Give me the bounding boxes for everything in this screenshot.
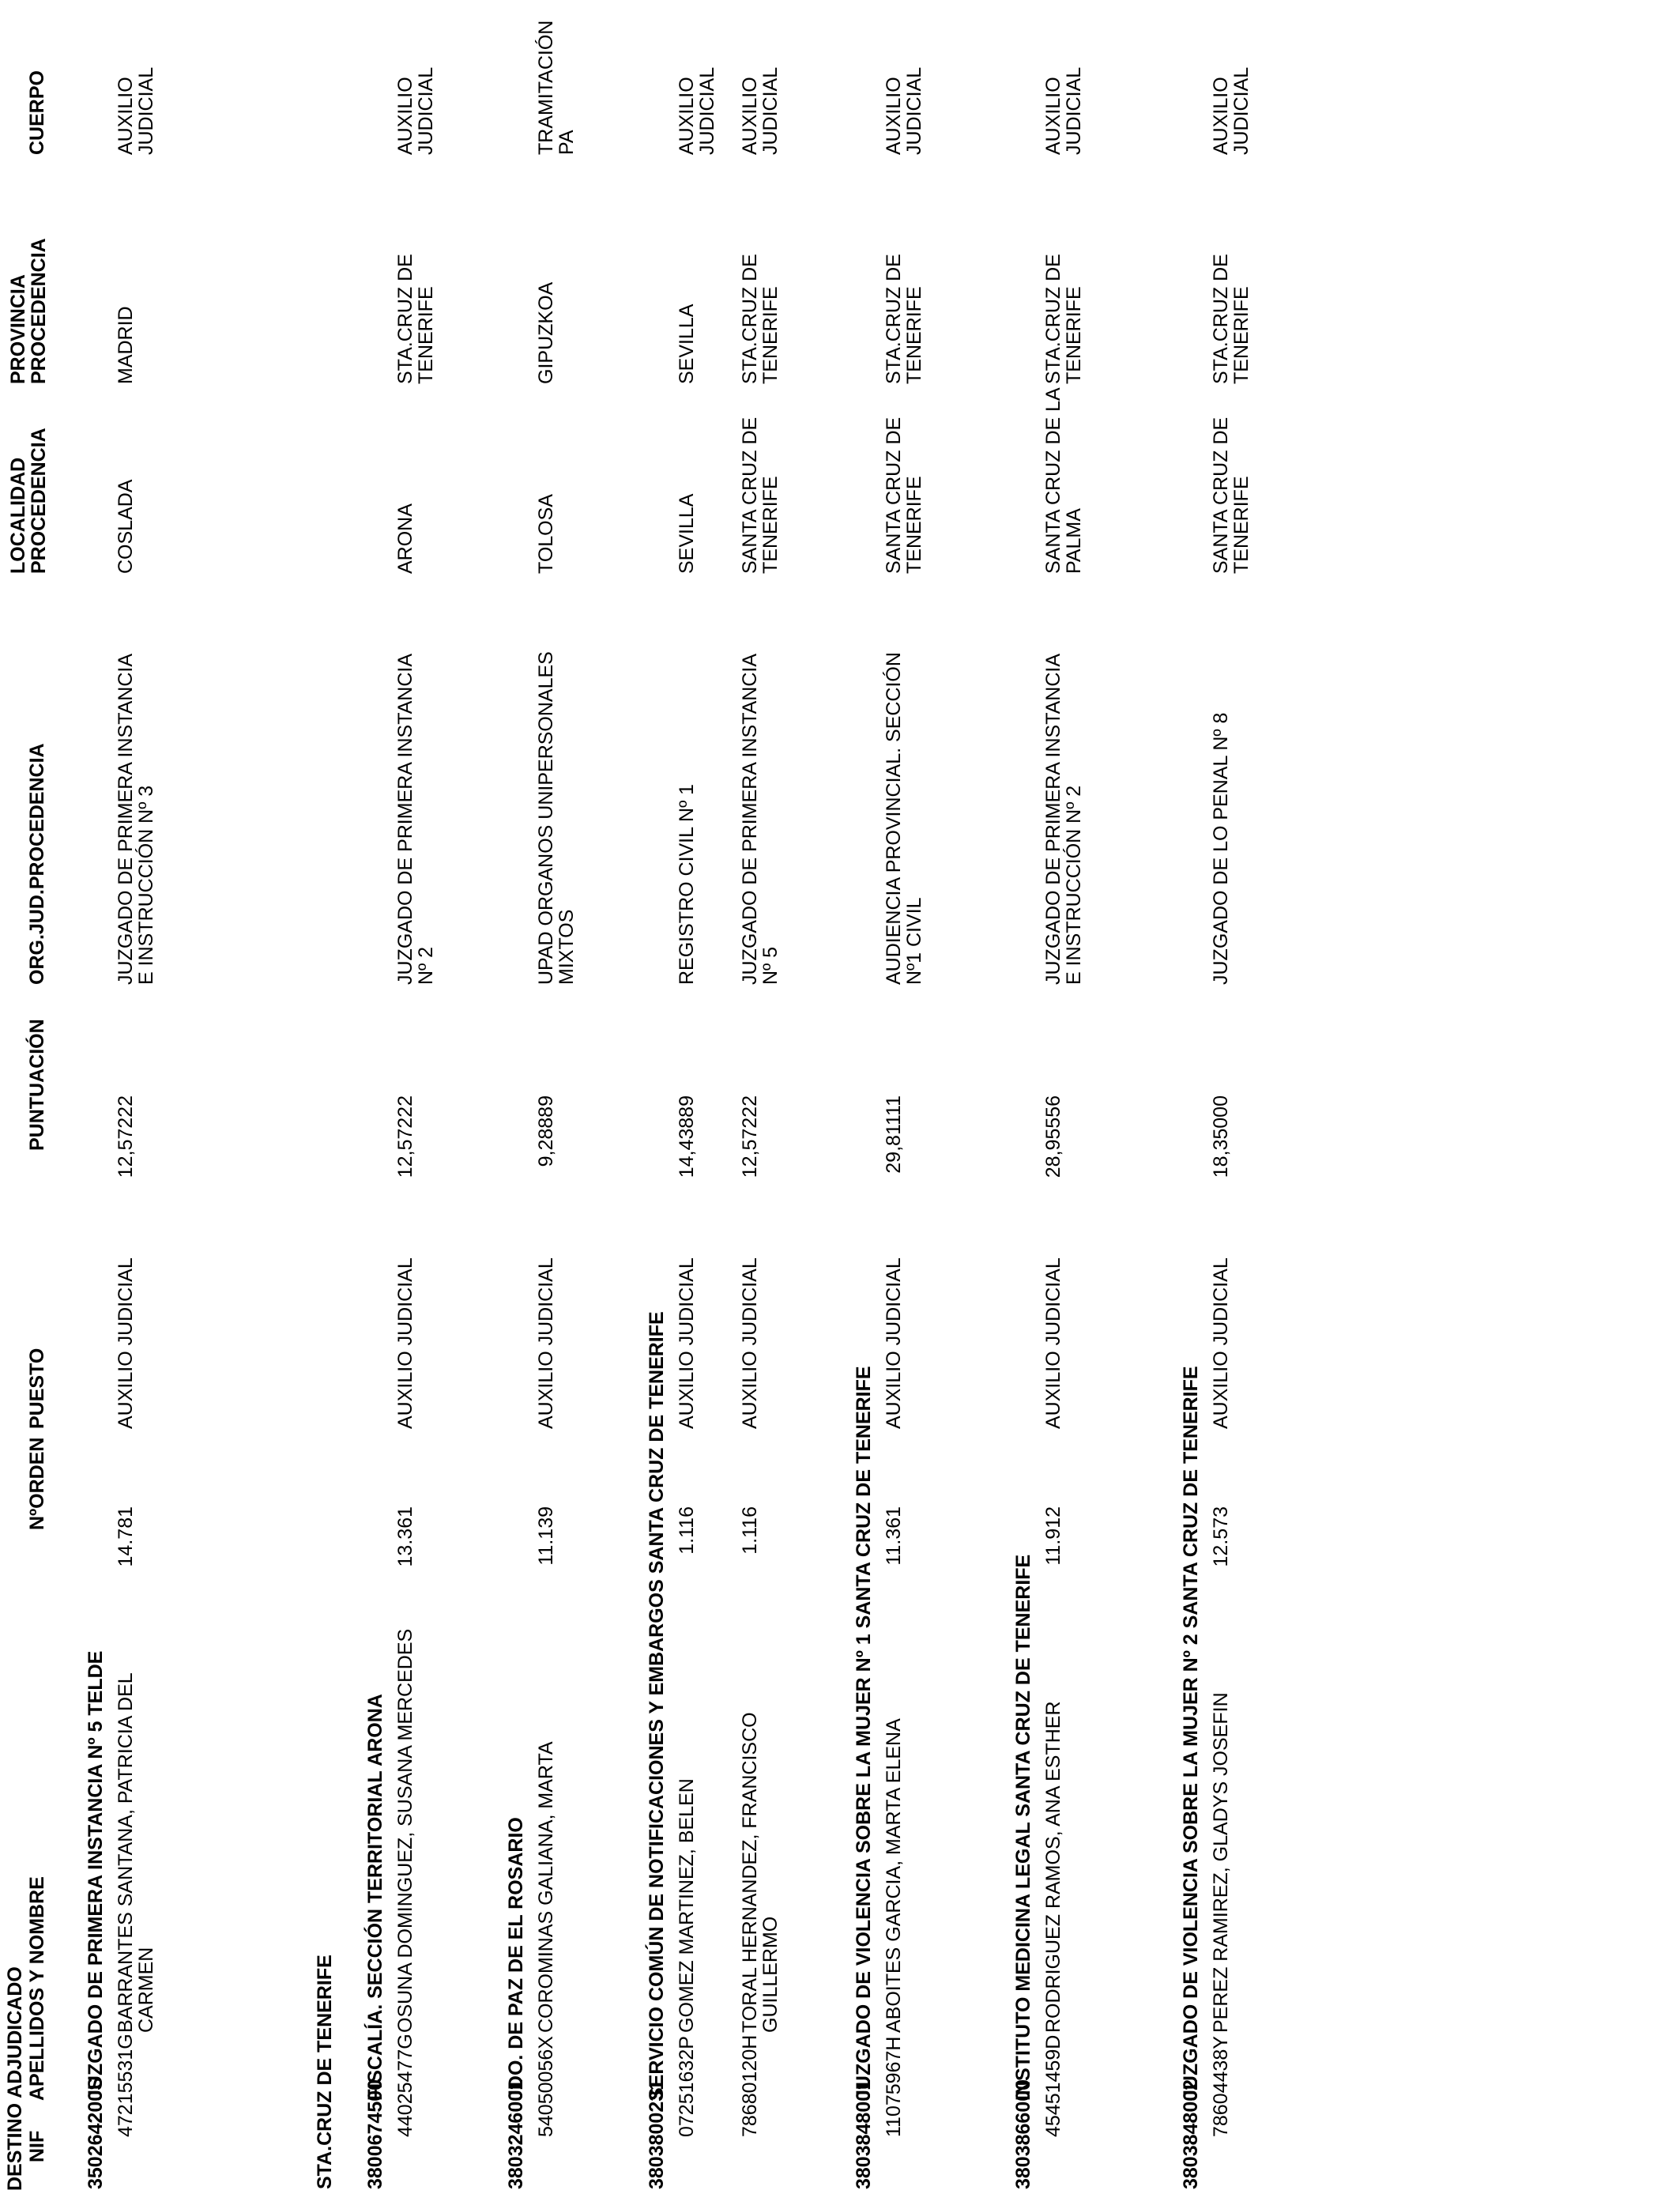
row-nif: 07251632P [676,2036,698,2137]
row-org-procedencia: JUZGADO DE PRIMERA INSTANCIA E INSTRUCCIÓN Nº 2 [1042,654,1085,985]
col-header-org: ORG.JUD.PROCEDENCIA [26,743,48,985]
row-puntuacion: 18,35000 [1210,1095,1232,1178]
row-nombre: ABOITES GARCIA, MARTA ELENA [883,1718,905,2033]
row-puesto: AUXILIO JUDICIAL [115,1257,137,1429]
col-header-provincia: PROVINCIA PROCEDENCIA [7,238,50,384]
destino-organo: JUZGADO DE VIOLENCIA SOBRE LA MUJER Nº 2 SANTA CRUZ DE TENERIFE [1180,1366,1202,2101]
row-orden: 1.116 [739,1506,761,1555]
row-provincia: STA.CRUZ DE TENERIFE [1210,254,1252,384]
row-puntuacion: 28,95556 [1042,1095,1064,1178]
row-cuerpo: TRAMITACIÓN PA [535,20,578,155]
destino-code: 3803848002 [1180,2079,1202,2189]
row-puesto: AUXILIO JUDICIAL [676,1257,698,1429]
row-localidad: COSLADA [115,479,137,574]
row-puesto: AUXILIO JUDICIAL [883,1257,905,1429]
row-puesto: AUXILIO JUDICIAL [394,1257,416,1429]
row-cuerpo: AUXILIO JUDICIAL [394,66,437,155]
row-puesto: AUXILIO JUDICIAL [1042,1257,1064,1429]
row-provincia: STA.CRUZ DE TENERIFE [883,254,925,384]
row-nif: 54050056X [535,2036,557,2137]
row-puesto: AUXILIO JUDICIAL [1210,1257,1232,1429]
row-provincia: STA.CRUZ DE TENERIFE [1042,254,1085,384]
destino-adjudicado-label: DESTINO ADJUDICADO [4,1966,26,2191]
row-puesto: AUXILIO JUDICIAL [739,1257,761,1429]
row-cuerpo: AUXILIO JUDICIAL [739,66,782,155]
row-cuerpo: AUXILIO JUDICIAL [676,66,718,155]
row-nombre: GOMEZ MARTINEZ, BELEN [676,1778,698,2033]
destino-organo: JUZGADO DE PRIMERA INSTANCIA Nº 5 TELDE [85,1650,107,2101]
row-puntuacion: 29,81111 [883,1095,905,1174]
row-localidad: SANTA CRUZ DE TENERIFE [1210,417,1252,574]
row-orden: 14.781 [115,1506,137,1567]
row-cuerpo: AUXILIO JUDICIAL [883,66,925,155]
row-org-procedencia: UPAD ORGANOS UNIPERSONALES MIXTOS [535,651,578,985]
row-nif: 45451459D [1042,2034,1064,2137]
col-header-puesto: PUESTO [26,1348,48,1429]
col-header-nif: NIF [26,2130,48,2162]
row-nif: 78680120H [739,2034,761,2137]
row-orden: 1.116 [676,1506,698,1555]
row-provincia: MADRID [115,306,137,384]
col-header-apellidos: APELLIDOS Y NOMBRE [26,1876,48,2101]
row-provincia: SEVILLA [676,303,698,384]
row-localidad: SANTA CRUZ DE TENERIFE [883,417,925,574]
row-localidad: SEVILLA [676,493,698,574]
section-heading: STA.CRUZ DE TENERIFE [314,1955,336,2189]
destino-organo: INSTITUTO MEDICINA LEGAL SANTA CRUZ DE TENERIFE [1012,1554,1034,2101]
row-puntuacion: 12,57222 [115,1095,137,1178]
row-localidad: TOLOSA [535,494,557,574]
destino-organo: FISCALÍA. SECCIÓN TERRITORIAL ARONA [364,1694,386,2101]
row-cuerpo: AUXILIO JUDICIAL [1210,66,1252,155]
row-cuerpo: AUXILIO JUDICIAL [115,66,157,155]
row-nif: 44025477G [394,2034,416,2137]
row-provincia: STA.CRUZ DE TENERIFE [739,254,782,384]
row-nif: 47215531G [115,2034,137,2137]
row-orden: 11.139 [535,1506,557,1566]
row-org-procedencia: JUZGADO DE PRIMERA INSTANCIA E INSTRUCCIÓN Nº 3 [115,654,157,985]
destino-code: 3803866000 [1012,2079,1034,2189]
row-nombre: TORAL HERNANDEZ, FRANCISCO GUILLERMO [739,1712,782,2033]
row-provincia: GIPUZKOA [535,281,557,384]
row-orden: 12.573 [1210,1506,1232,1567]
row-provincia: STA.CRUZ DE TENERIFE [394,254,437,384]
row-org-procedencia: AUDIENCIA PROVINCIAL. SECCIÓN Nº1 CIVIL [883,652,925,985]
row-cuerpo: AUXILIO JUDICIAL [1042,66,1085,155]
row-puntuacion: 12,57222 [739,1095,761,1178]
destino-organo: JDO. DE PAZ DE EL ROSARIO [505,1817,527,2101]
col-header-norden: NºORDEN [26,1437,48,1530]
row-nif: 78604438Y [1210,2036,1232,2137]
row-localidad: SANTA CRUZ DE LA PALMA [1042,388,1085,574]
destino-code: 3800674500 [364,2079,386,2189]
row-nombre: COROMINAS GALIANA, MARTA [535,1741,557,2033]
destino-code: 3803848001 [853,2079,875,2189]
destino-code: 3803800231 [646,2079,668,2189]
row-puesto: AUXILIO JUDICIAL [535,1257,557,1429]
row-nombre: OSUNA DOMINGUEZ, SUSANA MERCEDES [394,1628,416,2033]
row-localidad: SANTA CRUZ DE TENERIFE [739,417,782,574]
destino-code: 3803246001 [505,2079,527,2189]
row-orden: 11.912 [1042,1506,1064,1566]
col-header-cuerpo: CUERPO [26,70,48,155]
row-org-procedencia: REGISTRO CIVIL Nº 1 [676,783,698,985]
row-nif: 11075967H [883,2036,905,2137]
row-nombre: RODRIGUEZ RAMOS, ANA ESTHER [1042,1701,1064,2033]
row-localidad: ARONA [394,503,416,574]
destino-organo: JUZGADO DE VIOLENCIA SOBRE LA MUJER Nº 1 SANTA CRUZ DE TENERIFE [853,1366,875,2101]
row-nombre: PEREZ RAMIREZ, GLADYS JOSEFIN [1210,1692,1232,2033]
row-org-procedencia: JUZGADO DE PRIMERA INSTANCIA Nº 2 [394,654,437,985]
row-puntuacion: 9,28889 [535,1095,557,1167]
row-orden: 13.361 [394,1506,416,1567]
row-org-procedencia: JUZGADO DE LO PENAL Nº 8 [1210,712,1232,985]
destino-organo: SERVICIO COMÚN DE NOTIFICACIONES Y EMBARGOS SANTA CRUZ DE TENERIFE [646,1311,668,2101]
row-orden: 11.361 [883,1506,905,1566]
row-org-procedencia: JUZGADO DE PRIMERA INSTANCIA Nº 5 [739,654,782,985]
destino-code: 350264200S [85,2077,107,2189]
row-nombre: BARRANTES SANTANA, PATRICIA DEL CARMEN [115,1673,157,2033]
col-header-localidad: LOCALIDAD PROCEDENCIA [7,428,50,574]
row-puntuacion: 14,43889 [676,1095,698,1178]
col-header-puntuacion: PUNTUACIÓN [26,1019,48,1151]
row-puntuacion: 12,57222 [394,1095,416,1178]
